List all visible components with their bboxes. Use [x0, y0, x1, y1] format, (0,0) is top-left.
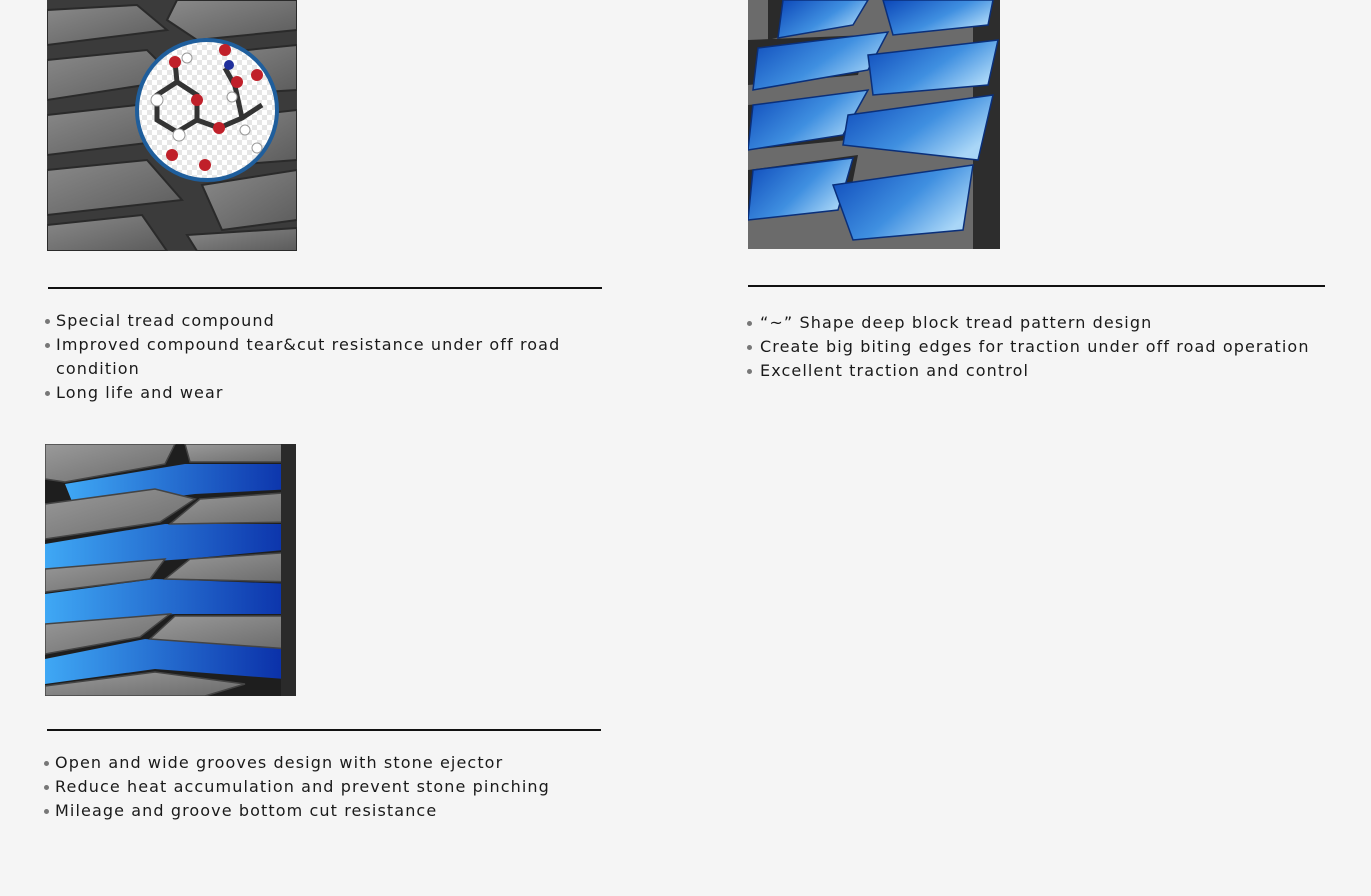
- pattern-tread-image: [748, 0, 1000, 249]
- compound-bullet-list: [46, 309, 566, 405]
- list-item: Excellent traction and control: [746, 359, 1346, 383]
- list-item: Reduce heat accumulation and prevent stone pinching: [45, 775, 605, 799]
- list-item: Improved compound tear&cut resistance under off road condition: [46, 333, 566, 381]
- compound-divider: [48, 287, 602, 289]
- list-item: Special tread compound: [46, 309, 566, 333]
- bullet-dot: [44, 785, 49, 790]
- list-item: “~” Shape deep block tread pattern design: [746, 311, 1346, 335]
- bullet-dot: [45, 319, 50, 324]
- bullet-dot: [747, 321, 752, 326]
- list-item: Open and wide grooves design with stone ejector: [45, 751, 605, 775]
- pattern-bullet-list: [746, 311, 1346, 383]
- grooves-divider: [47, 729, 601, 731]
- list-item: Create big biting edges for traction under off road operation: [746, 335, 1346, 359]
- compound-tread-image: [47, 0, 297, 251]
- bullet-dot: [44, 809, 49, 814]
- bullet-dot: [44, 761, 49, 766]
- list-item: Mileage and groove bottom cut resistance: [45, 799, 605, 823]
- list-item: Long life and wear: [46, 381, 566, 405]
- bullet-dot: [45, 343, 50, 348]
- grooves-tread-image: [45, 444, 296, 696]
- bullet-dot: [45, 391, 50, 396]
- pattern-divider: [748, 285, 1325, 287]
- bullet-dot: [747, 345, 752, 350]
- bullet-dot: [747, 369, 752, 374]
- grooves-bullet-list: [45, 751, 605, 823]
